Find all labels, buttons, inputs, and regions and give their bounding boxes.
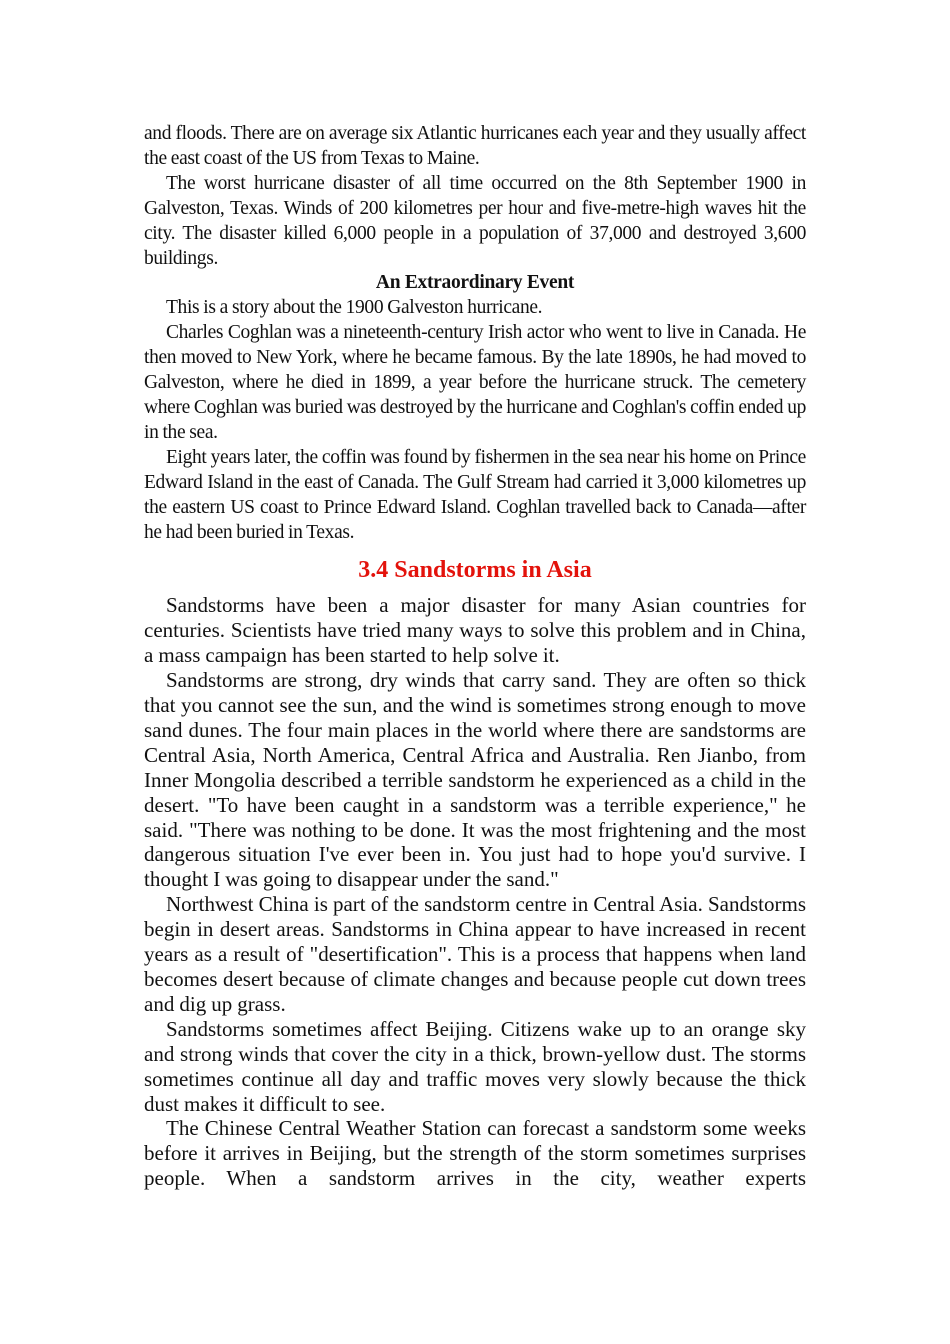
- section-heading: 3.4 Sandstorms in Asia: [358, 557, 592, 584]
- galveston-paragraph: The worst hurricane disaster of all time occurred on the 8th September 1900 in Galveston, Texas. Winds of 200 kilometres per hour and five-metre-high waves hit the city. The disaster killed 6,000 people in a population of 37,000 and destroyed 3,600 buildings.: [144, 172, 806, 269]
- sandstorms-paragraph: Northwest China is part of the sandstorm centre in Central Asia. Sandstorms begin in desert areas. Sandstorms in China appear to have increased in recent years as a result of "desertification". This is a process that happens when land becomes desert because of climate changes and because people cut down trees and dig up grass.: [144, 892, 806, 1016]
- page-content: [144, 122, 806, 1191]
- sandstorms-paragraph: Sandstorms have been a major disaster for many Asian countries for centuries. Scientists have tried many ways to solve this problem and in China, a mass campaign has been started to help solve it.: [144, 593, 806, 668]
- extraordinary-paragraph: Eight years later, the coffin was found by fishermen in the sea near his home on Prince Edward Island in the east of Canada. The Gulf Stream had carried it 3,000 kilometres up the eastern US coast to Prince Edward Island. Coghlan travelled back to Canada—after he had been buried in Texas.: [144, 446, 806, 543]
- sandstorms-paragraph: Sandstorms are strong, dry winds that carry sand. They are often so thick that you cannot see the sun, and the wind is sometimes strong enough to move sand dunes. The four main places in the world where there are sandstorms are Central Asia, North America, Central Africa and Australia. Ren Jianbo, from Inner Mongolia described a terrible sandstorm he experienced as a child in the desert. "To have been caught in a sandstorm was a terrible experience," he said. "There was nothing to be done. It was the most frightening and the most dangerous situation I've ever been in. You just had to hope you'd survive. I thought I was going to disappear under the sand.": [144, 668, 806, 892]
- sandstorms-paragraph: The Chinese Central Weather Station can forecast a sandstorm some weeks before it arrives in Beijing, but the strength of the storm sometimes surprises people. When a sandstorm arrives in the city, weather experts: [144, 1116, 806, 1191]
- extraordinary-event-heading: An Extraordinary Event: [375, 272, 575, 294]
- extraordinary-paragraph: Charles Coghlan was a nineteenth-century Irish actor who went to live in Canada. He then moved to New York, where he became famous. By the late 1890s, he had moved to Galveston, where he died in 1899, a year before the hurricane struck. The cemetery where Coghlan was buried was destroyed by the hurricane and Coghlan's coffin ended up in the sea.: [144, 322, 806, 443]
- continuation-paragraph: and floods. There are on average six Atlantic hurricanes each year and they usually affect the east coast of the US from Texas to Maine.: [144, 123, 806, 169]
- sandstorms-paragraph: Sandstorms sometimes affect Beijing. Citizens wake up to an orange sky and strong winds that cover the city in a thick, brown-yellow dust. The storms sometimes continue all day and traffic moves very slowly because the thick dust makes it difficult to see.: [144, 1016, 806, 1116]
- extraordinary-paragraph: This is a story about the 1900 Galveston hurricane.: [166, 297, 543, 319]
